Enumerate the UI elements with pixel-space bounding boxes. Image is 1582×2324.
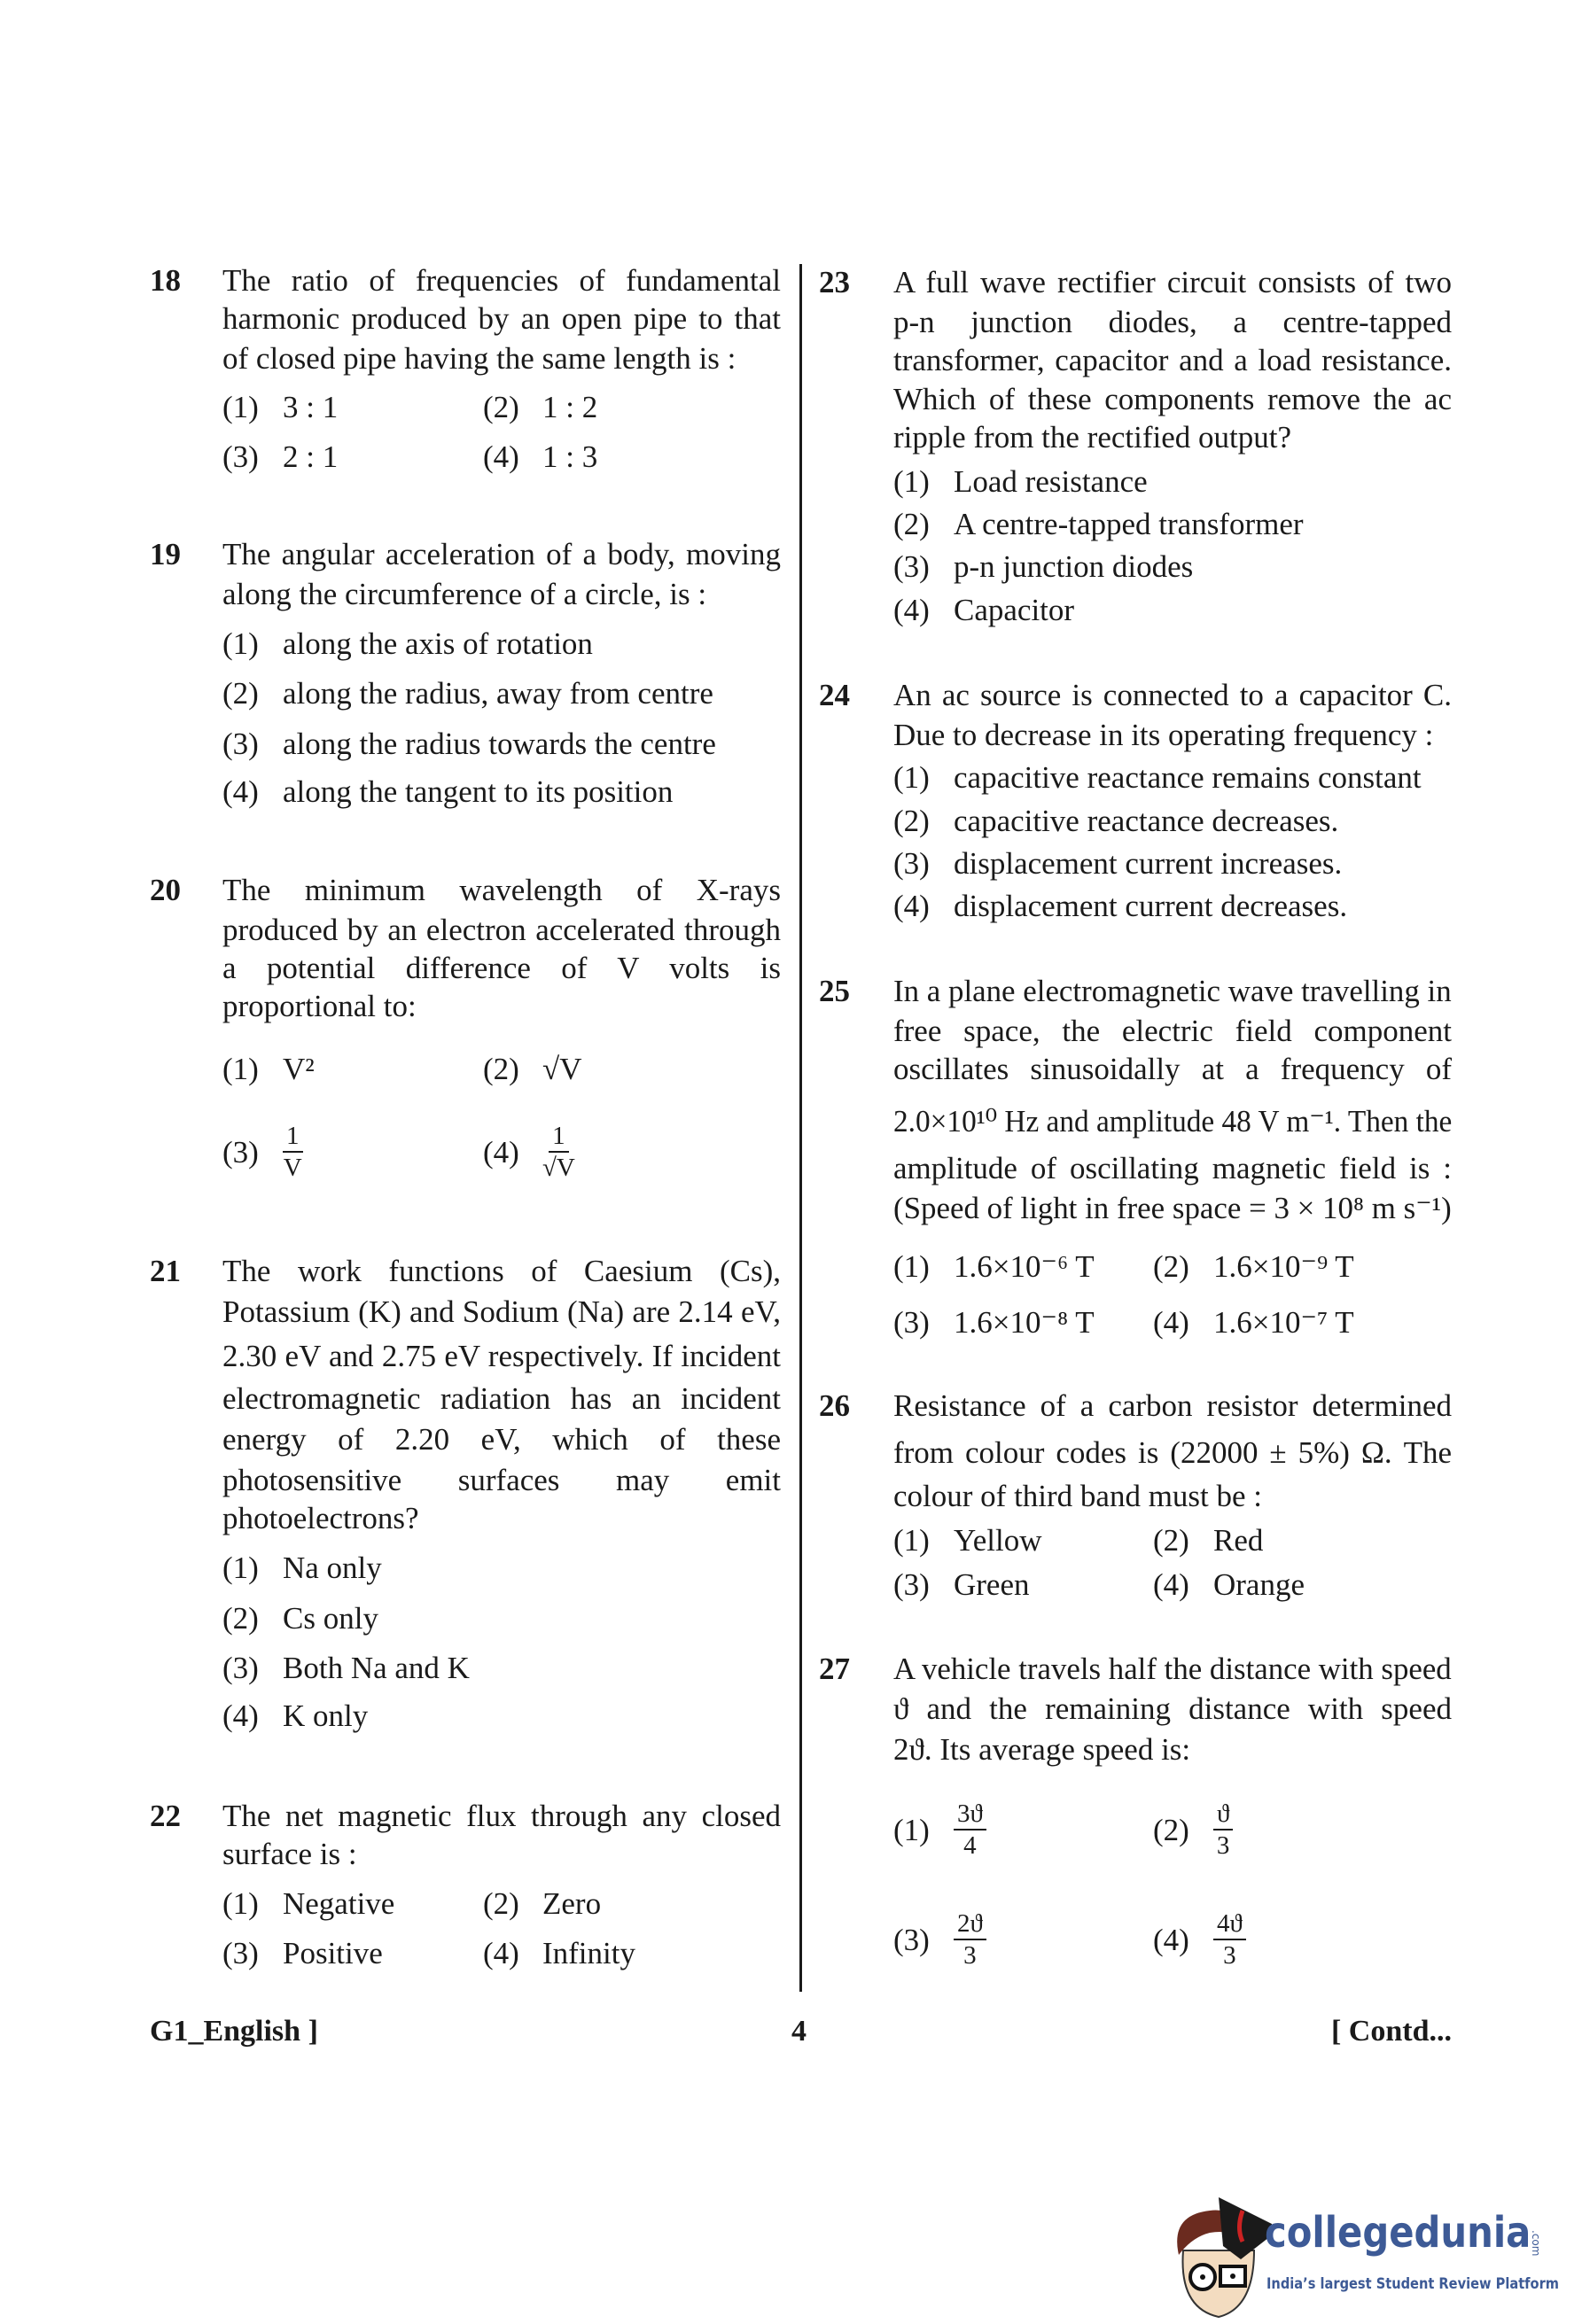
question-number: 22 [150,1799,181,1833]
option-text[interactable]: V² [283,1052,315,1086]
option-label[interactable]: (1) [222,1052,259,1086]
question-text-line: 2.0×10¹⁰ Hz and amplitude 48 V m⁻¹. Then the [893,1104,1453,1139]
question-text-line: electromagnetic radiation has an incident [222,1381,781,1416]
option-text[interactable]: Na only [283,1551,382,1585]
option-label[interactable]: (3) [893,549,930,584]
option-text[interactable]: 2 : 1 [283,439,339,474]
option-text[interactable]: 1.6×10⁻⁸ T [954,1305,1095,1340]
option-text[interactable]: 1 : 2 [542,390,598,424]
option-text[interactable]: Load resistance [954,464,1148,499]
option-text[interactable]: 1.6×10⁻⁷ T [1213,1305,1354,1340]
option-label[interactable]: (1) [893,1813,930,1847]
option-text[interactable]: K only [283,1698,369,1733]
option-label[interactable]: (4) [893,889,930,923]
option-text[interactable]: Both Na and K [283,1651,470,1685]
question-text-line: Potassium (K) and Sodium (Na) are 2.14 eV, [222,1294,781,1329]
option-fraction[interactable] [954,1799,986,1861]
option-label[interactable]: (3) [222,1135,259,1170]
option-label[interactable]: (2) [1153,1523,1189,1558]
question-text-line: amplitude of oscillating magnetic field is : [893,1151,1452,1185]
question-number: 25 [819,974,850,1008]
option-text[interactable]: Red [1213,1523,1264,1558]
question-number: 24 [819,678,850,712]
question-text-line: oscillates sinusoidally at a frequency of [893,1052,1452,1086]
fraction-denominator: V [283,1154,302,1182]
question-number: 23 [819,265,850,299]
option-text[interactable]: displacement current increases. [954,846,1343,881]
option-text[interactable]: p-n junction diodes [954,549,1194,584]
question-number: 19 [150,537,181,571]
option-label[interactable]: (3) [222,439,259,474]
option-label[interactable]: (2) [222,676,259,711]
option-label[interactable]: (4) [222,774,259,809]
option-text[interactable]: 3 : 1 [283,390,339,424]
question-text-line: proportional to: [222,989,417,1023]
option-label[interactable]: (2) [483,1052,519,1086]
question-text-line: along the circumference of a circle, is : [222,577,707,611]
question-text-line: p-n junction diodes, a centre-tapped [893,305,1452,339]
option-text[interactable]: 1 : 3 [542,439,598,474]
option-label[interactable]: (3) [222,1936,259,1970]
logo-suffix: .com [1530,2230,1542,2257]
option-label[interactable]: (3) [893,1305,930,1340]
question-text-line: harmonic produced by an open pipe to that [222,301,781,336]
question-text-line: 2ϑ. Its average speed is: [893,1732,1191,1767]
option-label[interactable]: (2) [1153,1813,1189,1847]
fraction-numerator: 2ϑ [954,1908,986,1940]
option-label[interactable]: (1) [893,1249,930,1284]
option-label[interactable]: (4) [893,593,930,627]
option-label[interactable]: (3) [893,846,930,881]
question-text-line: The net magnetic flux through any closed [222,1799,781,1833]
question-text-line: surface is : [222,1837,357,1871]
question-text-line: free space, the electric field component [893,1014,1452,1048]
option-label[interactable]: (1) [222,1886,259,1921]
question-text-line: from colour codes is (22000 ± 5%) Ω. The [893,1435,1452,1470]
option-label[interactable]: (1) [893,464,930,499]
question-text-line: colour of third band must be : [893,1479,1263,1513]
option-text[interactable]: along the radius towards the centre [283,727,716,761]
question-text-line: The work functions of Caesium (Cs), [222,1254,781,1288]
fraction-numerator: 1 [549,1121,569,1153]
option-label[interactable]: (3) [222,727,259,761]
option-label[interactable]: (4) [483,1936,519,1970]
fraction-numerator: 3ϑ [954,1799,986,1830]
question-text-line: energy of 2.20 eV, which of these [222,1422,781,1457]
option-label[interactable]: (2) [222,1601,259,1636]
fraction-denominator: 3 [1216,1831,1230,1860]
option-fraction[interactable] [954,1908,986,1970]
option-text[interactable]: Cs only [283,1601,378,1636]
question-text-line: ϑ and the remaining distance with speed [893,1691,1452,1726]
option-label[interactable]: (2) [893,507,930,541]
question-text-line: transformer, capacitor and a load resistance. [893,343,1452,377]
option-label[interactable]: (4) [1153,1923,1189,1957]
logo-tagline: India’s largest Student Review Platform [1266,2275,1559,2293]
question-text-line: photoelectrons? [222,1501,419,1535]
fraction-denominator: 3 [1223,1941,1236,1970]
option-label[interactable]: (1) [222,1551,259,1585]
option-text[interactable]: along the tangent to its position [283,774,674,809]
option-label[interactable]: (2) [1153,1249,1189,1284]
option-label[interactable]: (4) [1153,1305,1189,1340]
option-text[interactable]: Negative [283,1886,395,1921]
fraction-denominator: 4 [963,1831,977,1860]
question-text-line: The ratio of frequencies of fundamental [222,263,781,298]
option-fraction[interactable] [283,1121,303,1183]
option-text[interactable]: 1.6×10⁻⁹ T [1213,1249,1354,1284]
option-fraction[interactable] [542,1121,575,1183]
option-fraction[interactable] [1213,1799,1233,1861]
question-number: 18 [150,263,181,298]
page-number: 4 [791,2015,807,2048]
question-text-line: of closed pipe having the same length is : [222,341,736,376]
option-label[interactable]: (1) [893,760,930,795]
option-text[interactable]: displacement current decreases. [954,889,1348,923]
fraction-denominator: √V [542,1154,575,1182]
option-text[interactable]: Green [954,1567,1030,1602]
column-divider [799,264,802,1992]
question-text-line: Which of these components remove the ac [893,382,1452,416]
option-label[interactable]: (4) [483,1135,519,1170]
question-text-line: A vehicle travels half the distance with speed [893,1652,1452,1686]
question-number: 26 [819,1388,850,1423]
question-text-line: 2.30 eV and 2.75 eV respectively. If incident [222,1339,781,1373]
mascot-icon [1157,2162,1272,2324]
question-text-line: A full wave rectifier circuit consists of two [893,265,1452,299]
option-text[interactable]: Zero [542,1886,602,1921]
option-text[interactable]: Infinity [542,1936,635,1970]
option-text[interactable]: √V [542,1052,582,1086]
fraction-numerator: ϑ [1213,1799,1233,1830]
option-text[interactable]: 1.6×10⁻⁶ T [954,1249,1095,1284]
option-label[interactable]: (3) [893,1923,930,1957]
question-text-line: In a plane electromagnetic wave travelling in [893,974,1452,1008]
question-number: 20 [150,873,181,907]
option-text[interactable]: Orange [1213,1567,1305,1602]
question-number: 27 [819,1652,850,1686]
option-text[interactable]: along the radius, away from centre [283,676,713,711]
question-text-line: photosensitive surfaces may emit [222,1463,781,1497]
footer-contd: [ Contd... [1330,2015,1452,2048]
option-label[interactable]: (4) [483,439,519,474]
question-number: 21 [150,1254,181,1288]
question-text-line: An ac source is connected to a capacitor C. [893,678,1452,712]
option-text[interactable]: Capacitor [954,593,1075,627]
question-text-line: ripple from the rectified output? [893,420,1292,455]
question-text-line: (Speed of light in free space = 3 × 10⁸ m s⁻¹) [893,1191,1452,1225]
question-text-line: produced by an electron accelerated through [222,913,781,947]
option-text[interactable]: capacitive reactance decreases. [954,804,1339,838]
option-text[interactable]: A centre-tapped transformer [954,507,1304,541]
option-label[interactable]: (4) [222,1698,259,1733]
logo-name: collegedunia [1265,2208,1531,2258]
option-label[interactable]: (2) [893,804,930,838]
option-label[interactable]: (3) [222,1651,259,1685]
option-label[interactable]: (4) [1153,1567,1189,1602]
collegedunia-logo [1157,2162,1582,2324]
option-label[interactable]: (1) [222,390,259,424]
question-text-line: a potential difference of V volts is [222,951,781,985]
question-text-line: The minimum wavelength of X-rays [222,873,781,907]
option-fraction[interactable] [1213,1908,1246,1970]
option-text[interactable]: along the axis of rotation [283,626,593,661]
question-text-line: The angular acceleration of a body, moving [222,537,781,571]
option-text[interactable]: Positive [283,1936,383,1970]
option-label[interactable]: (2) [483,390,519,424]
option-text[interactable]: Yellow [954,1523,1042,1558]
fraction-numerator: 1 [283,1121,303,1153]
option-label[interactable]: (1) [893,1523,930,1558]
footer-code: G1_English ] [150,2015,318,2048]
option-text[interactable]: capacitive reactance remains constant [954,760,1422,795]
option-label[interactable]: (1) [222,626,259,661]
question-text-line: Resistance of a carbon resistor determined [893,1388,1452,1423]
fraction-denominator: 3 [963,1941,977,1970]
option-label[interactable]: (3) [893,1567,930,1602]
fraction-numerator: 4ϑ [1213,1908,1246,1940]
question-text-line: Due to decrease in its operating frequency : [893,718,1434,752]
option-label[interactable]: (2) [483,1886,519,1921]
